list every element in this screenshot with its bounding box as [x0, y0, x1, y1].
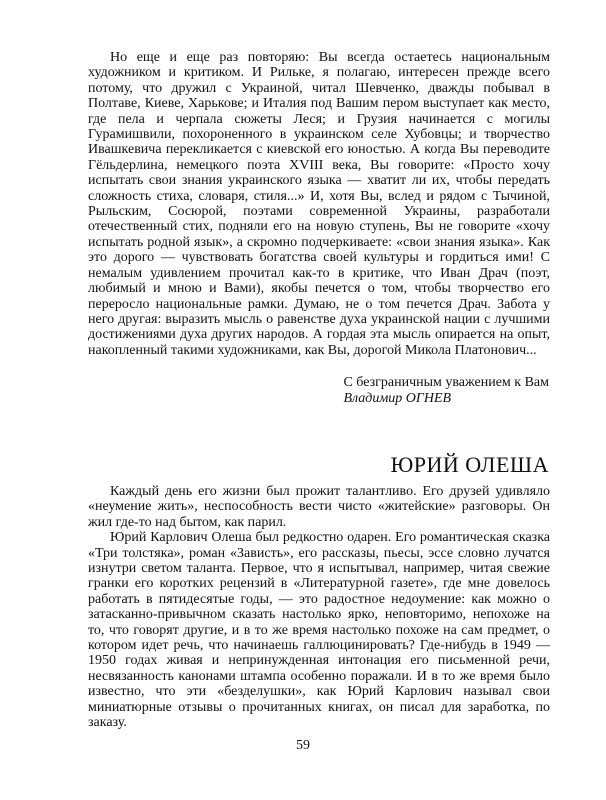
letter-body — [88, 50, 550, 358]
section-body — [88, 484, 550, 731]
page-number: 59 — [296, 738, 310, 753]
section-title: ЮРИЙ ОЛЕША — [390, 452, 549, 477]
letter-closing: С безграничным уважением к Вам — [343, 375, 549, 390]
letter-paragraph: Но еще и еще раз повторяю: Вы всегда остаетесь национальным художником и критиком. И Рильке, я полагаю, интересен прежде всего потому, что дружил с Украиной, читал Шевченко, дважды побывал в Полтаве, Киеве, Харькове; и Италия под Вашим пером выступает как место, где пела и черпала сюжеты Леся; и Грузия начинается с могилы Гурамишвили, похороненного в украинском селе Хубовцы; и творчество Ивашкевича перекликается с киевской его юностью. А когда Вы переводите Гёльдерлина, немецкого поэта XVIII века, Вы говорите: «Просто хочу испытать свои знания украинского языка — хватит ли их, чтобы передать сложность стиха, словаря, стиля...» И, хотя Вы, вслед и рядом с Тычиной, Рыльским, Сосюрой, поэтами современной Украины, разработали отечественный стих, подняли его на новую ступень, Вы не говорите «хочу испытать родной язык», а скромно подчеркиваете: «свои знания языка». Как это дорого — чувствовать богатства своей культуры и гордиться ими! С немалым удивлением прочитал как-то в критике, что Иван Драч (поэт, любимый и мною и Вами), якобы печется о том, чтобы творчество его переросло национальные рамки. Думаю, не о том печется Драч. Забота у него другая: выразить мысль о равенстве духа украинской нации с лучшими достижениями духа других народов. А гордая эта мысль опирается на опыт, накопленный такими художниками, как Вы, дорогой Микола Платонович... — [88, 50, 550, 358]
letter-signature: Владимир ОГНЕВ — [343, 391, 452, 406]
section-paragraph-2: Юрий Карлович Олеша был редкостно одарен. Его романтическая сказка «Три толстяка», роман «Зависть», его рассказы, пьесы, эссе словно лучатся изнутри светом таланта. Первое, что я испытывал, например, читая свежие гранки его коротких рецензий в «Литературной газете», где мне довелось работать в пятидесятые годы, — это радостное недоумение: как можно о затасканно-привычном сказать настолько ярко, неповторимо, непохоже на то, что говорят другие, и в то же время настолько похоже на сам предмет, о котором идет речь, что начинаешь галлюцинировать? Где-нибудь в 1949 — 1950 годах живая и непринужденная интонация его письменной речи, несвязанность канонами штампа особенно поражали. И в то же время было известно, что эти «безделушки», как Юрий Карлович называл свои миниатюрные отзывы о прочитанных книгах, он писал для заработка, по заказу. — [88, 530, 550, 731]
letter-signature-block — [343, 375, 549, 407]
section-paragraph-1: Каждый день его жизни был прожит талантливо. Его друзей удивляло «неумение жить», неспособность вести чисто «житейские» разговоры. Он жил где-то над бытом, как парил. — [88, 484, 550, 530]
